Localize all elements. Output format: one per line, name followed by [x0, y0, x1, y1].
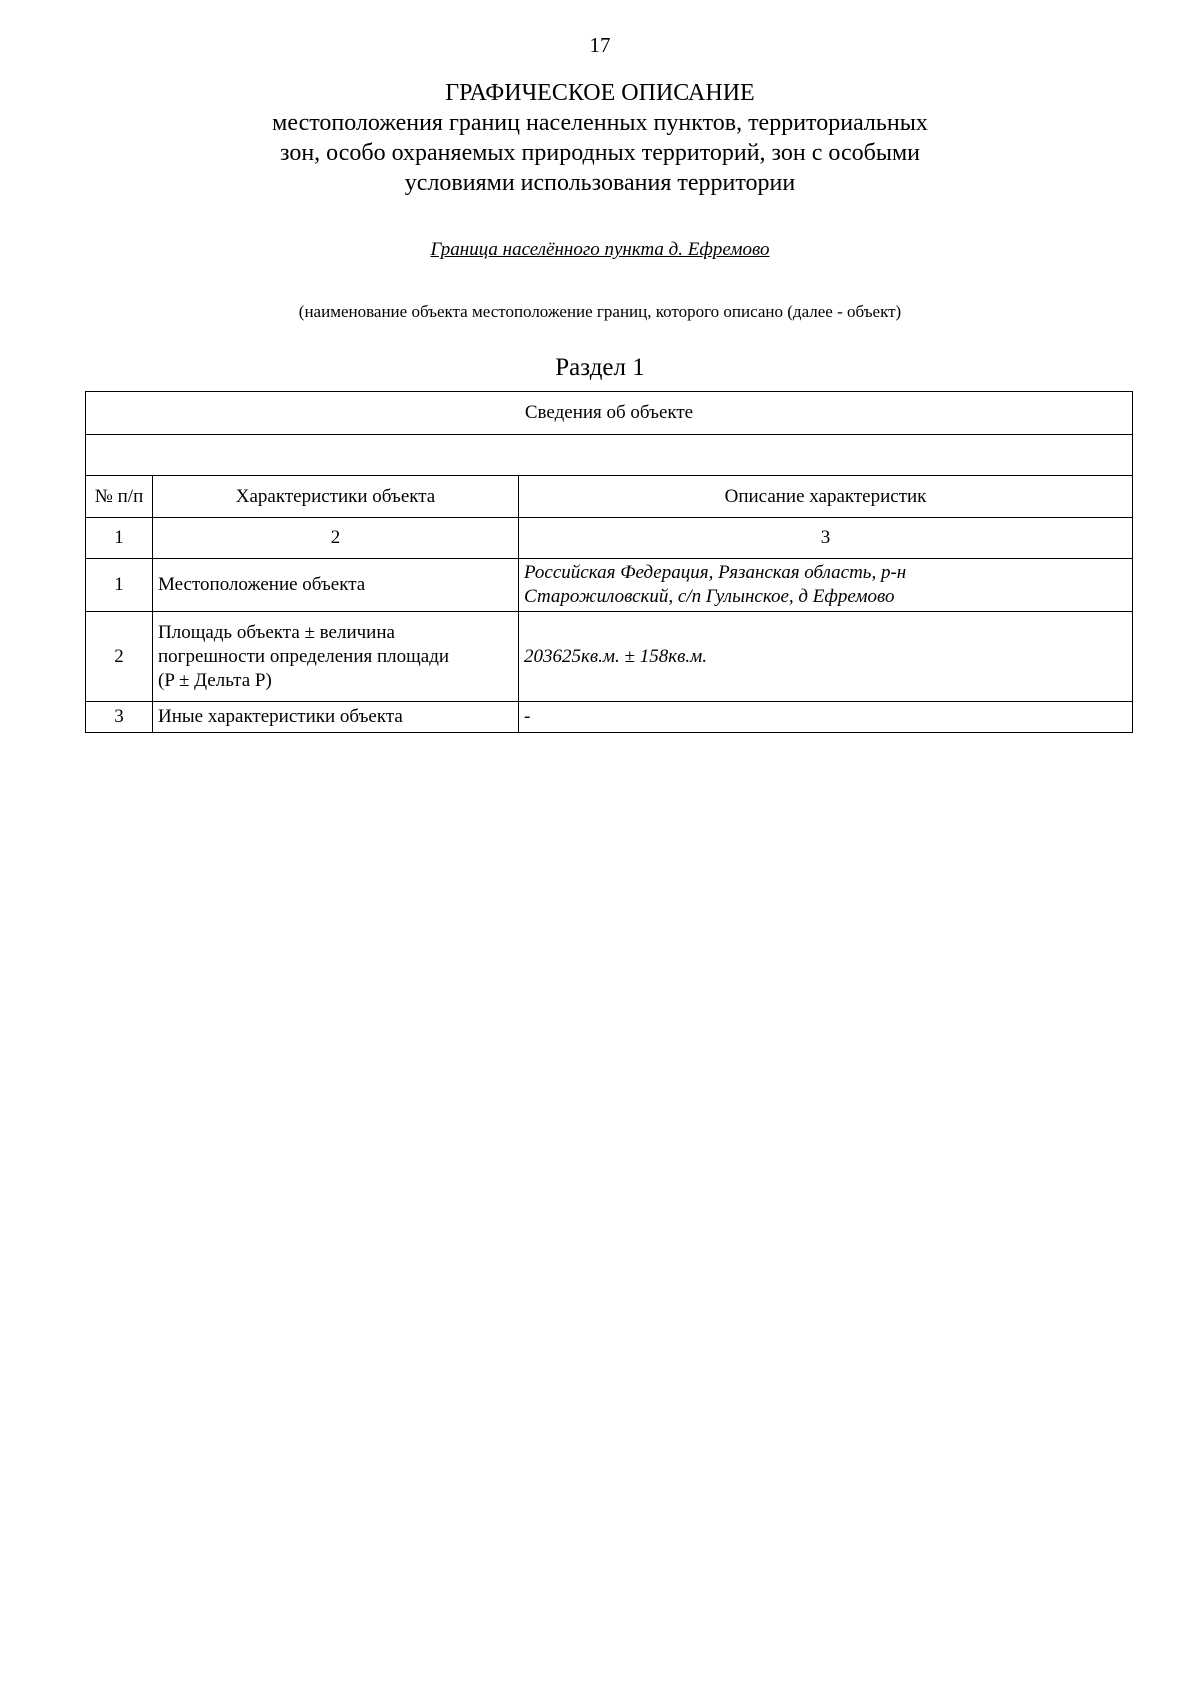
table-empty-cell: [86, 435, 1133, 476]
table-empty-row: [86, 435, 1133, 476]
row-description: [519, 559, 1133, 612]
row-characteristic: [153, 702, 519, 733]
column-number: 2: [153, 518, 519, 559]
section-title: Раздел 1: [555, 354, 645, 381]
row-description: [519, 702, 1133, 733]
description-line: 203625кв.м. ± 158кв.м.: [524, 645, 707, 667]
table-header: Сведения об объекте: [86, 392, 1133, 435]
title-subtitle-line: зон, особо охраняемых природных территорий, зон с особыми: [279, 140, 921, 166]
description-line: -: [524, 706, 531, 727]
title-subtitle-line: условиями использования территории: [404, 170, 796, 196]
object-caption: (наименование объекта местоположение границ, которого описано (далее - объект): [298, 302, 902, 321]
table-header-row: [86, 392, 1133, 435]
column-number: 3: [519, 518, 1133, 559]
characteristic-line: погрешности определения площади: [158, 645, 450, 667]
characteristic-line: (P ± Дельта P): [158, 669, 272, 691]
row-number: 3: [86, 702, 153, 733]
page-number: 17: [589, 33, 611, 57]
description-line: Старожиловский, с/п Гулынское, д Ефремово: [524, 586, 895, 607]
object-name: Граница населённого пункта д. Ефремово: [430, 239, 770, 260]
table-column-number-row: [86, 518, 1133, 559]
row-number: 2: [86, 612, 153, 702]
column-header-characteristic: Характеристики объекта: [153, 476, 519, 518]
table-row: [86, 702, 1133, 733]
characteristic-line: Площадь объекта ± величина: [158, 621, 395, 643]
document-title: [0, 78, 1200, 198]
table-row: [86, 612, 1133, 702]
row-number: 1: [86, 559, 153, 612]
characteristic-line: Иные характеристики объекта: [158, 706, 403, 727]
characteristic-line: Местоположение объекта: [158, 574, 366, 595]
description-line: Российская Федерация, Рязанская область, р-н: [524, 562, 907, 583]
column-header-number: № п/п: [86, 476, 153, 518]
table-column-header-row: [86, 476, 1133, 518]
title-subtitle-line: местоположения границ населенных пунктов, территориальных: [272, 110, 928, 136]
row-characteristic: [153, 559, 519, 612]
title-main: ГРАФИЧЕСКОЕ ОПИСАНИЕ: [445, 80, 755, 106]
row-description: [519, 612, 1133, 702]
column-header-description: Описание характеристик: [519, 476, 1133, 518]
row-characteristic: [153, 612, 519, 702]
table-row: [86, 559, 1133, 612]
object-info-table: [85, 391, 1133, 733]
column-number: 1: [86, 518, 153, 559]
